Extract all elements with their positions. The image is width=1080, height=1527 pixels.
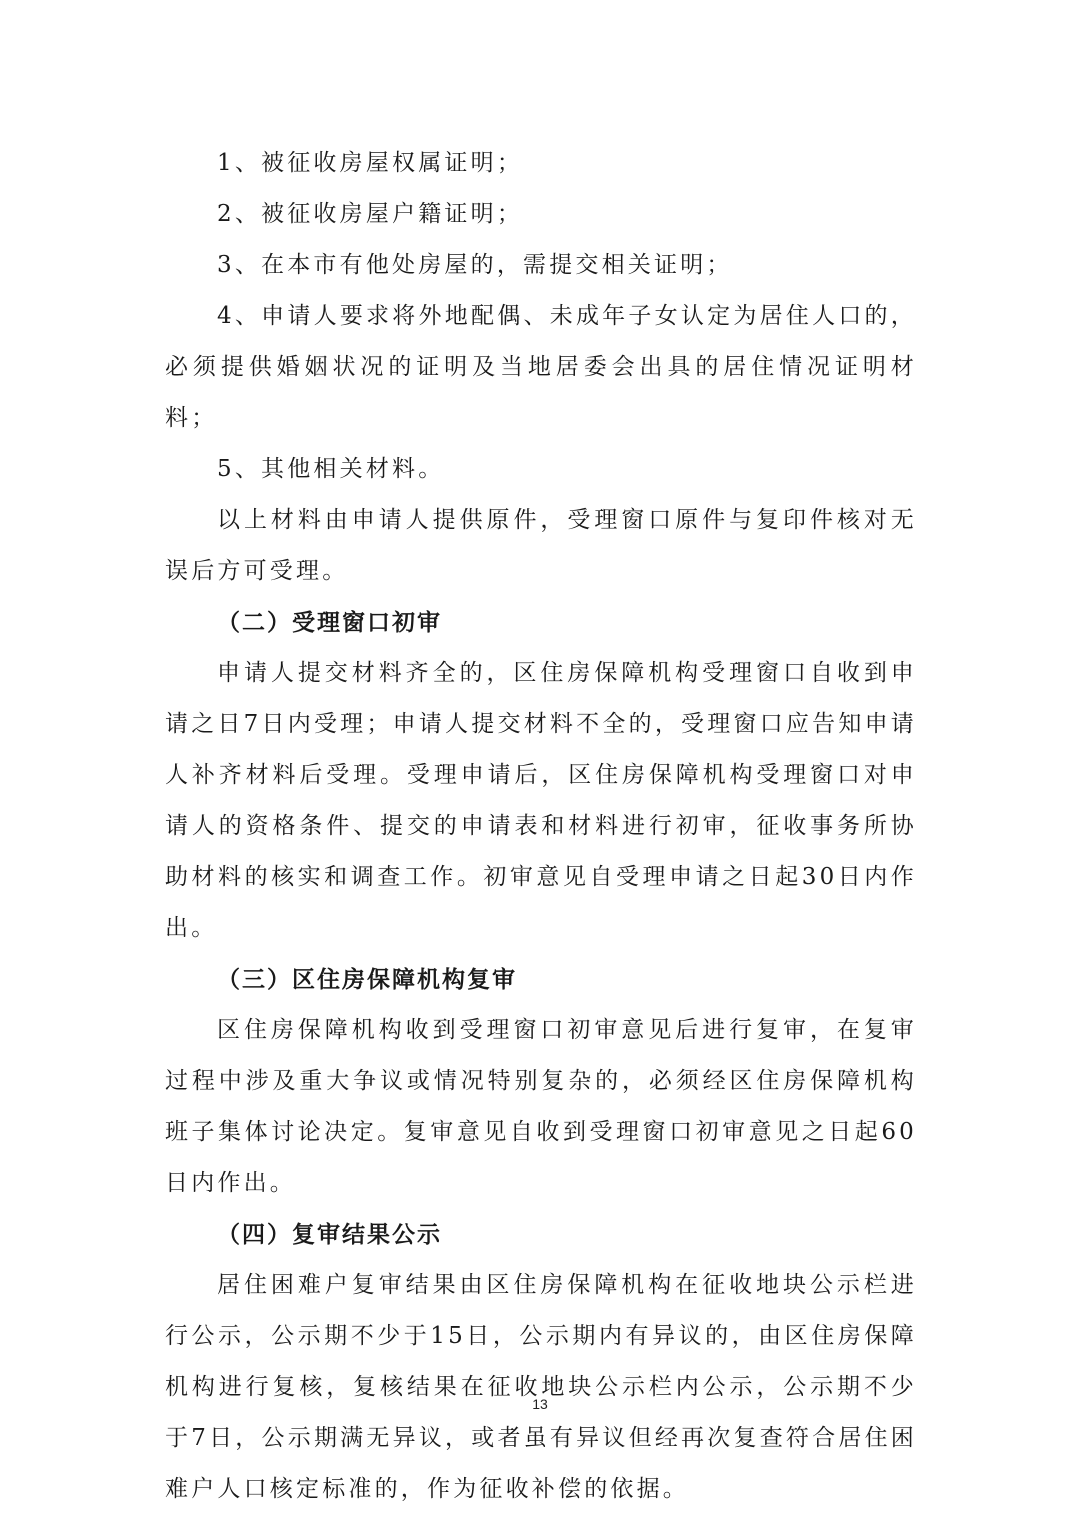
section-2-heading: （二）受理窗口初审 xyxy=(217,609,442,636)
document-body xyxy=(165,138,917,1515)
material-item-3: 3、在本市有他处房屋的，需提交相关证明； xyxy=(217,252,733,278)
material-item-4: 4、申请人要求将外地配偶、未成年子女认定为居住人口的，必须提供婚姻状况的证明及当地居委会出具的居住情况证明材料； xyxy=(165,303,917,431)
material-item-5: 5、其他相关材料。 xyxy=(217,456,445,482)
section-2-body: 申请人提交材料齐全的，区住房保障机构受理窗口自收到申请之日7日内受理；申请人提交材料不全的，受理窗口应告知申请人补齐材料后受理。受理申请后，区住房保障机构受理窗口对申请人的资格条件、提交的申请表和材料进行初审，征收事务所协助材料的核实和调查工作。初审意见自受理申请之日起30日内作出。 xyxy=(165,660,917,941)
section-3-body: 区住房保障机构收到受理窗口初审意见后进行复审，在复审过程中涉及重大争议或情况特别复杂的，必须经区住房保障机构班子集体讨论决定。复审意见自收到受理窗口初审意见之日起60日内作出。 xyxy=(165,1017,917,1196)
section-3-heading: （三）区住房保障机构复审 xyxy=(217,966,517,993)
material-item-1: 1、被征收房屋权属证明； xyxy=(217,150,524,176)
materials-note: 以上材料由申请人提供原件，受理窗口原件与复印件核对无误后方可受理。 xyxy=(165,507,917,584)
page-number: 13 xyxy=(532,1396,548,1412)
section-4-body: 居住困难户复审结果由区住房保障机构在征收地块公示栏进行公示，公示期不少于15日，公示期内有异议的，由区住房保障机构进行复核，复核结果在征收地块公示栏内公示，公示期不少于7日，公示期满无异议，或者虽有异议但经再次复查符合居住困难户人口核定标准的，作为征收补偿的依据。 xyxy=(165,1272,917,1502)
material-item-2: 2、被征收房屋户籍证明； xyxy=(217,201,524,227)
section-4-heading: （四）复审结果公示 xyxy=(217,1221,442,1248)
